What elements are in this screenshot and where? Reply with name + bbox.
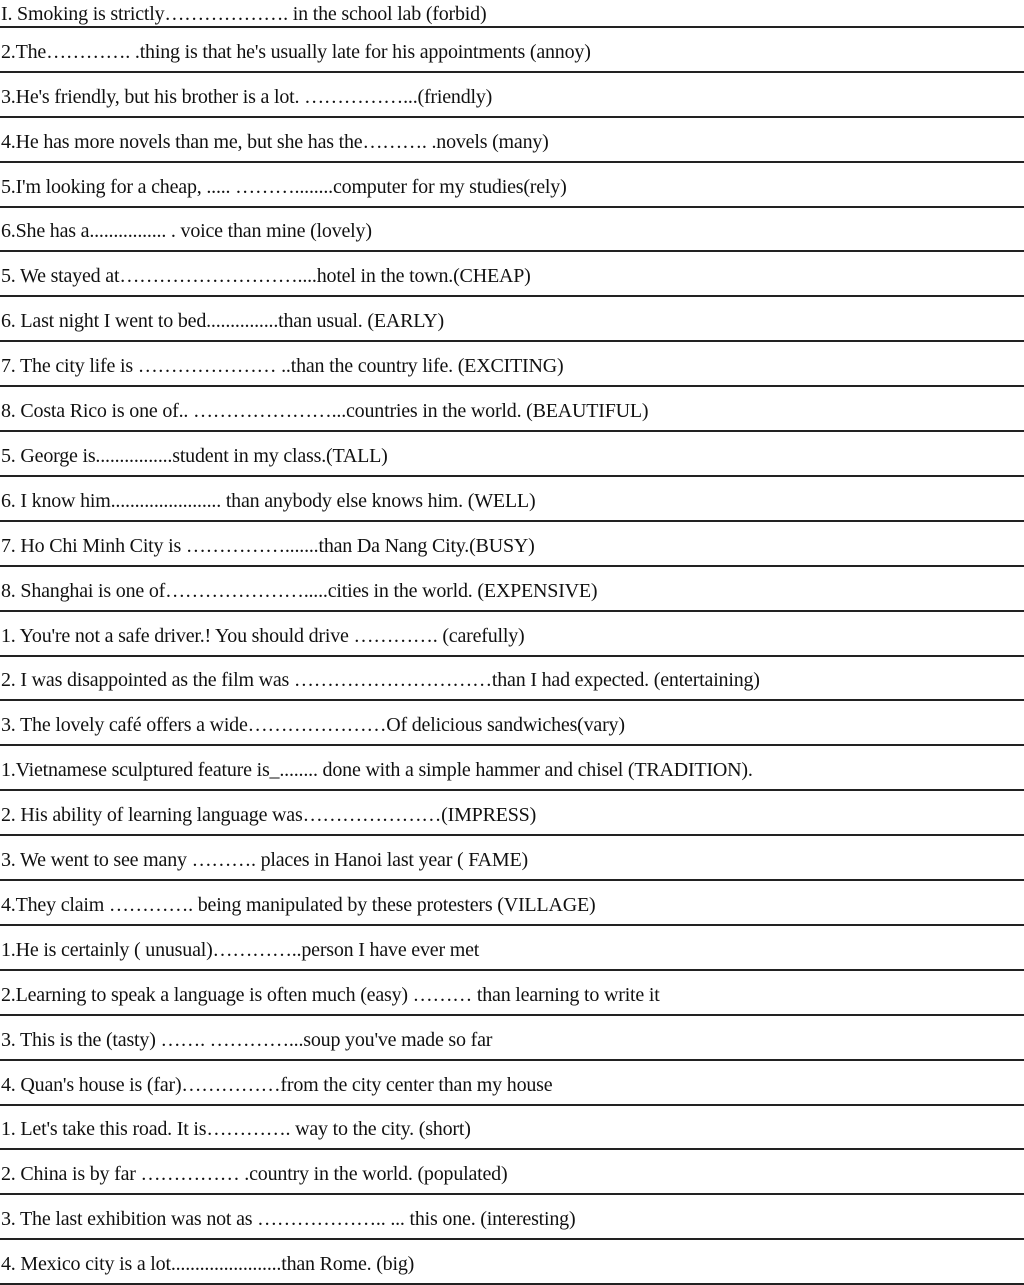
exercise-line: [0, 432, 1024, 477]
exercise-line: [0, 881, 1024, 926]
exercise-text: 2. I was disappointed as the film was …………………………than I had expected. (entertaining): [1, 669, 760, 692]
exercise-line: [0, 73, 1024, 118]
exercise-line: [0, 567, 1024, 612]
exercise-text: 3. The last exhibition was not as ……………….. ... this one. (interesting): [1, 1208, 576, 1231]
exercise-text: 5. We stayed at………………………....hotel in the town.(CHEAP): [1, 265, 531, 288]
exercise-text: 1.Vietnamese sculptured feature is_........ done with a simple hammer and chisel (TRADITION).: [1, 759, 753, 782]
exercise-line: [0, 791, 1024, 836]
exercise-line: [0, 28, 1024, 73]
exercise-line: [0, 836, 1024, 881]
exercise-text: 6.She has a................ . voice than mine (lovely): [1, 220, 372, 243]
exercise-text: 4. Quan's house is (far)……………from the city center than my house: [1, 1073, 553, 1096]
exercise-text: 5. George is................student in my class.(TALL): [1, 444, 388, 467]
exercise-line: [0, 387, 1024, 432]
exercise-line: [0, 522, 1024, 567]
exercise-text: 2.The…………. .thing is that he's usually late for his appointments (annoy): [1, 40, 591, 63]
exercise-line: [0, 612, 1024, 657]
exercise-line: [0, 477, 1024, 522]
exercise-text: 8. Costa Rico is one of.. …………………...countries in the world. (BEAUTIFUL): [1, 400, 649, 423]
exercise-line: [0, 163, 1024, 208]
exercise-text: 6. Last night I went to bed...............than usual. (EARLY): [1, 310, 444, 333]
exercise-text: 2. China is by far …………… .country in the world. (populated): [1, 1163, 508, 1186]
exercise-line: [0, 1016, 1024, 1061]
exercise-text: 5.I'm looking for a cheap, ..... ………........computer for my studies(rely): [1, 175, 567, 198]
exercise-text: 7. Ho Chi Minh City is …………….......than Da Nang City.(BUSY): [1, 534, 535, 557]
exercise-text: 3. The lovely café offers a wide…………………Of delicious sandwiches(vary): [1, 714, 625, 737]
exercise-line: [0, 1106, 1024, 1151]
exercise-text: 2. His ability of learning language was…………………(IMPRESS): [1, 804, 537, 827]
exercise-text: 4.They claim …………. being manipulated by these protesters (VILLAGE): [1, 893, 596, 916]
exercise-line: [0, 208, 1024, 253]
exercise-line: [0, 1061, 1024, 1106]
exercise-line: [0, 118, 1024, 163]
exercise-text: 1. You're not a safe driver.! You should drive …………. (carefully): [1, 624, 525, 647]
exercise-text: 3.He's friendly, but his brother is a lot. ……………...(friendly): [1, 85, 493, 108]
exercise-text: 6. I know him....................... than anybody else knows him. (WELL): [1, 489, 536, 512]
exercise-line: [0, 0, 1024, 28]
exercise-line: [0, 342, 1024, 387]
exercise-line: [0, 971, 1024, 1016]
exercise-line: [0, 1240, 1024, 1285]
exercise-line: [0, 746, 1024, 791]
exercise-text: 4.He has more novels than me, but she has the………. .novels (many): [1, 130, 549, 153]
exercise-text: I. Smoking is strictly………………. in the school lab (forbid): [1, 3, 487, 25]
exercise-line: [0, 926, 1024, 971]
exercise-line: [0, 297, 1024, 342]
exercise-line: [0, 1151, 1024, 1196]
exercise-text: 2.Learning to speak a language is often much (easy) ……… than learning to write it: [1, 983, 660, 1006]
exercise-line: [0, 1195, 1024, 1240]
exercise-text: 3. We went to see many ………. places in Hanoi last year ( FAME): [1, 849, 528, 872]
exercise-text: 3. This is the (tasty) ……. …………...soup you've made so far: [1, 1028, 493, 1051]
exercise-text: 1. Let's take this road. It is…………. way to the city. (short): [1, 1118, 471, 1141]
exercise-line: [0, 702, 1024, 747]
exercise-text: 7. The city life is ………………… ..than the country life. (EXCITING): [1, 355, 564, 378]
exercise-line: [0, 657, 1024, 702]
exercise-line: [0, 253, 1024, 298]
exercise-text: 8. Shanghai is one of………………….....cities in the world. (EXPENSIVE): [1, 579, 598, 602]
exercise-text: 1.He is certainly ( unusual)…………..person I have ever met: [1, 938, 480, 961]
exercise-text: 4. Mexico city is a lot.......................than Rome. (big): [1, 1253, 415, 1276]
